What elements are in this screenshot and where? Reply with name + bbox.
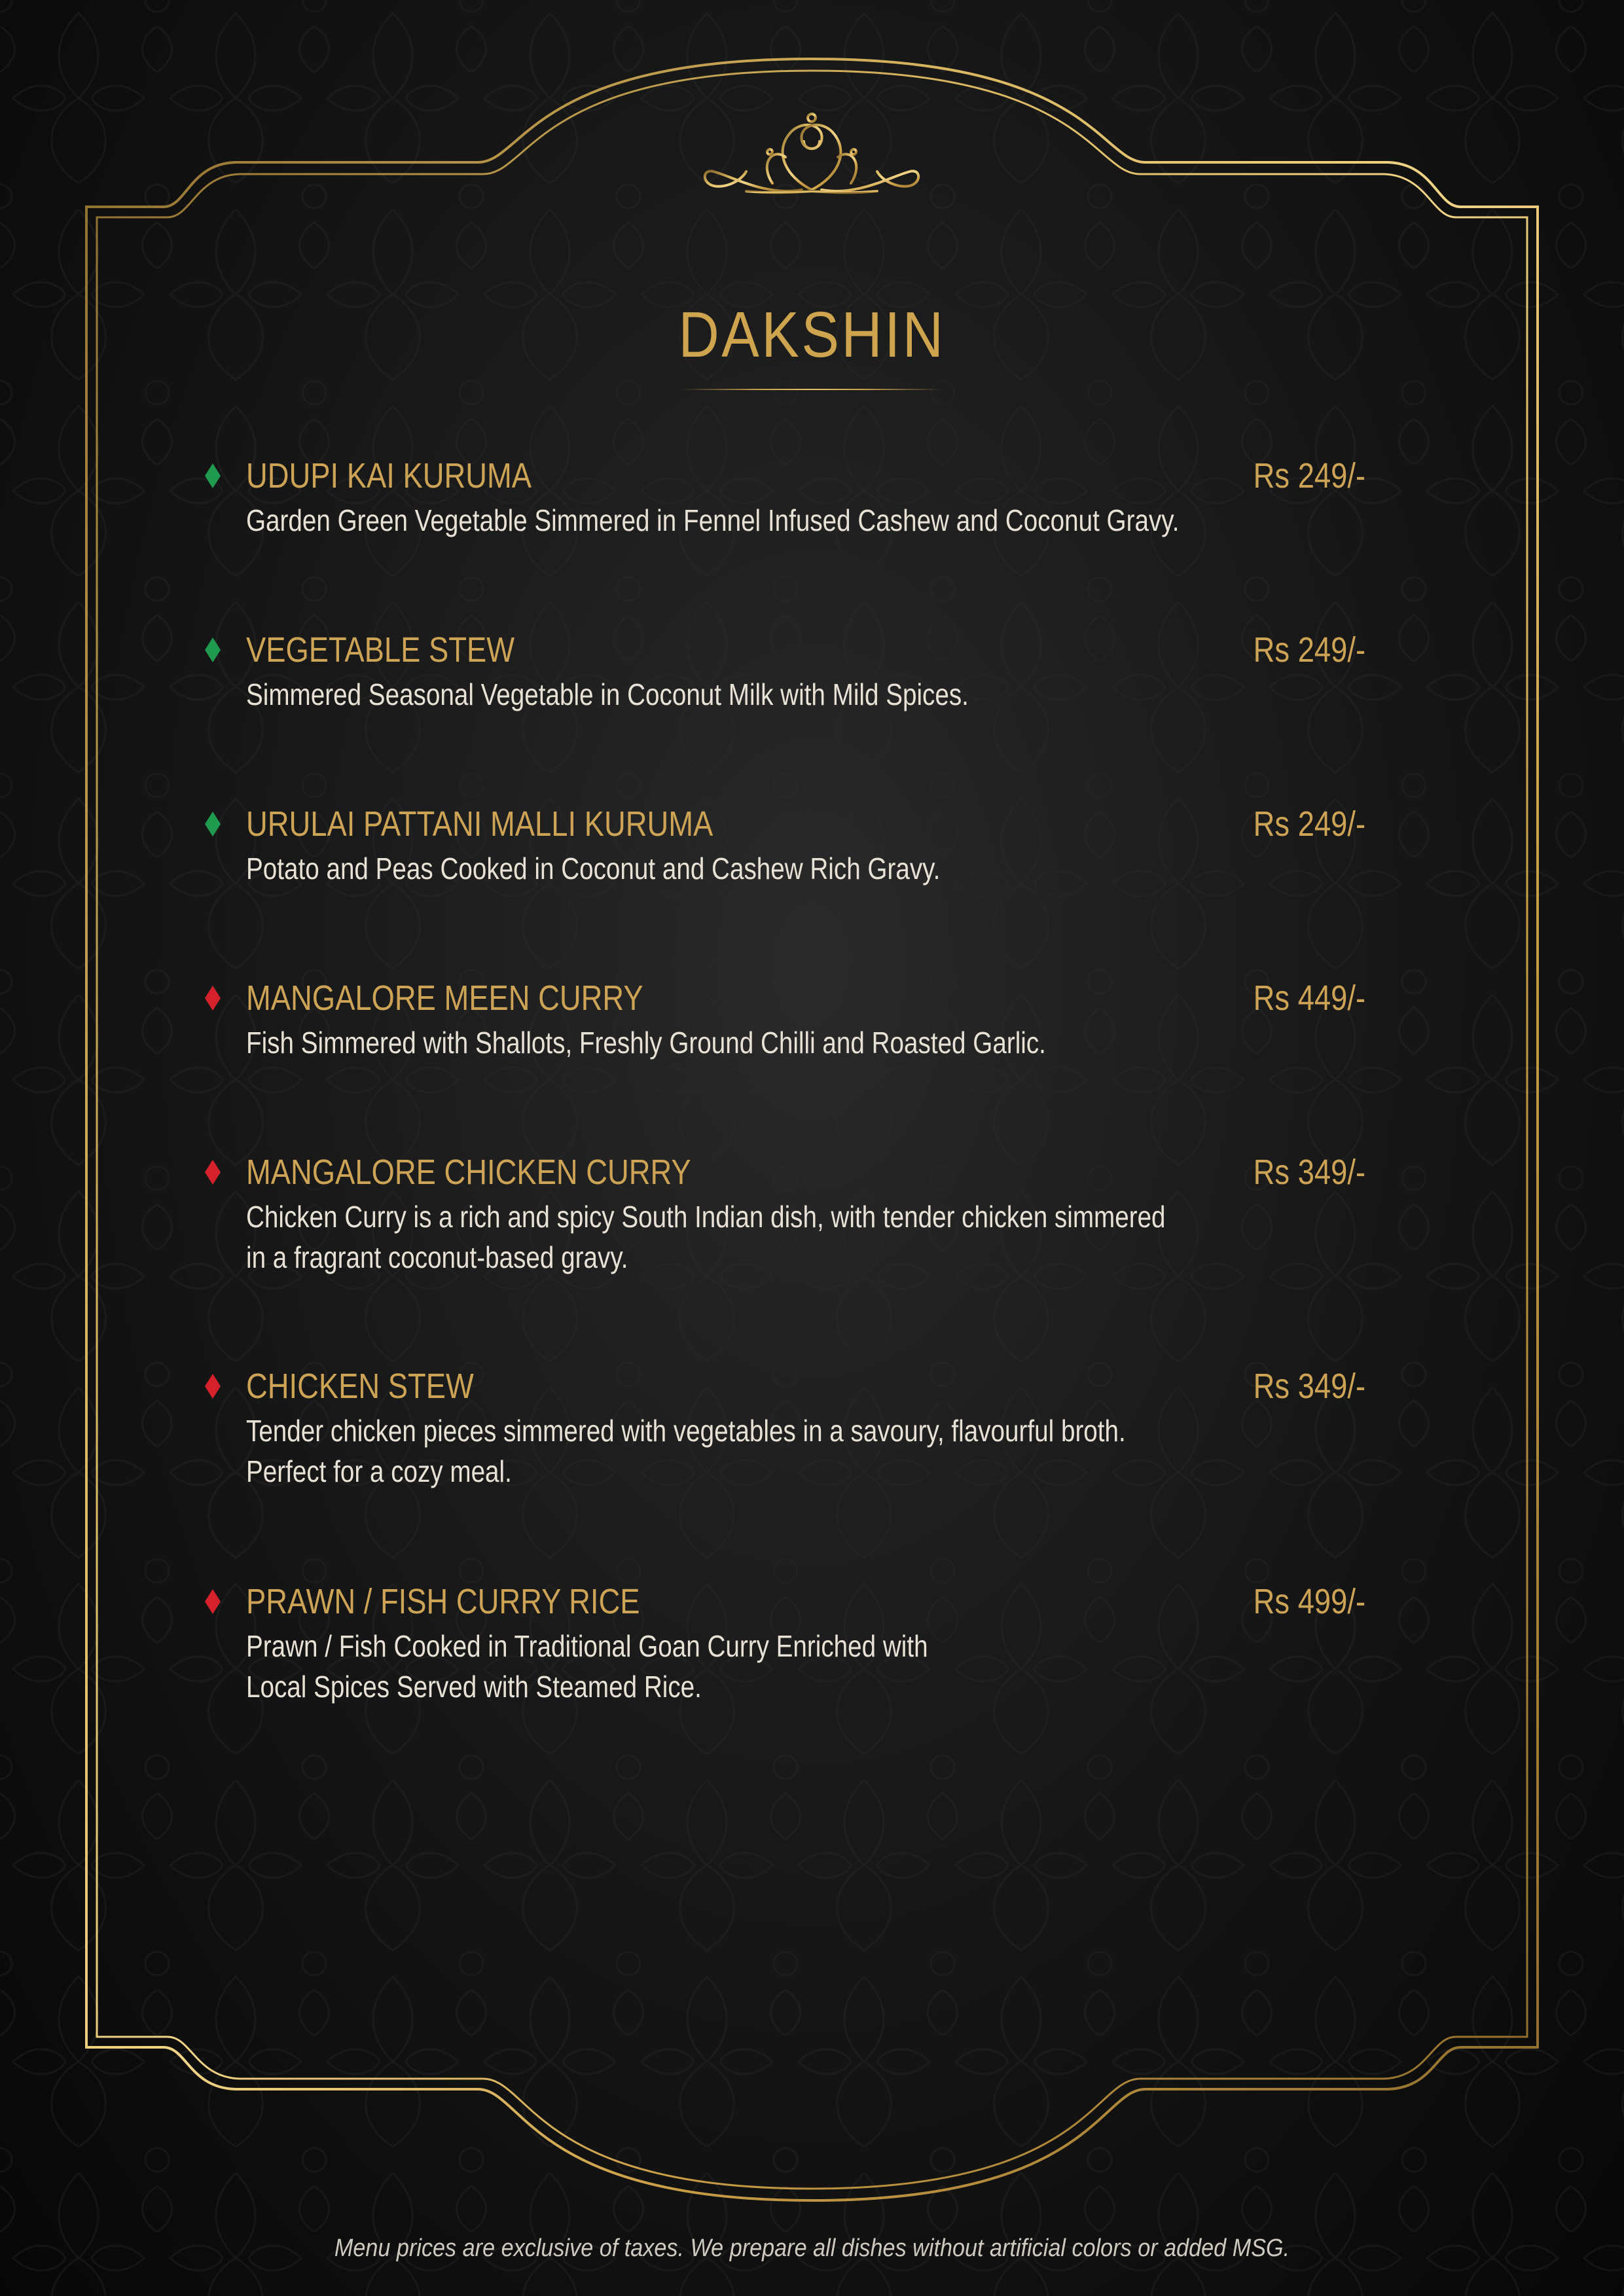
description-line: Potato and Peas Cooked in Coconut and Cashew Rich Gravy.: [246, 852, 941, 886]
menu-item-name: CHICKEN STEW: [246, 1367, 474, 1406]
menu-item-price: Rs 499/-: [1253, 1582, 1365, 1621]
menu-item-description: [246, 848, 940, 889]
menu-item-description: [246, 674, 969, 715]
menu-item-price: Rs 449/-: [1253, 978, 1365, 1018]
menu-item-price: Rs 249/-: [1253, 456, 1365, 495]
menu-item-price: Rs 349/-: [1253, 1153, 1365, 1192]
menu-item-name: PRAWN / FISH CURRY RICE: [246, 1582, 640, 1621]
menu-item-description: [246, 500, 1179, 541]
menu-item-name: VEGETABLE STEW: [246, 630, 515, 670]
description-line: Prawn / Fish Cooked in Traditional Goan Curry Enriched with: [246, 1629, 928, 1663]
menu-item-description: [246, 1022, 1046, 1063]
nonveg-diamond-icon: [205, 1160, 221, 1185]
menu-item-description: [246, 1410, 1126, 1492]
menu-item-price: Rs 249/-: [1253, 630, 1365, 670]
menu-item-name: UDUPI KAI KURUMA: [246, 456, 532, 495]
description-line: Tender chicken pieces simmered with vegetables in a savoury, flavourful broth.: [246, 1414, 1126, 1448]
flourish-ornament-icon: [705, 114, 918, 192]
menu-section-title: DAKSHIN: [678, 298, 946, 370]
menu-item-price: Rs 249/-: [1253, 804, 1365, 844]
description-line: Chicken Curry is a rich and spicy South Indian dish, with tender chicken simmered: [246, 1200, 1166, 1234]
footer-note: Menu prices are exclusive of taxes. We prepare all dishes without artificial colors or added MSG.: [334, 2234, 1290, 2262]
description-line: Simmered Seasonal Vegetable in Coconut Milk with Mild Spices.: [246, 677, 969, 711]
description-line: Local Spices Served with Steamed Rice.: [246, 1670, 702, 1704]
title-underline: [681, 389, 943, 390]
menu-item-name: URULAI PATTANI MALLI KURUMA: [246, 804, 713, 844]
nonveg-diamond-icon: [205, 1589, 221, 1614]
description-line: in a fragrant coconut-based gravy.: [246, 1240, 628, 1274]
veg-diamond-icon: [205, 812, 221, 836]
description-line: Fish Simmered with Shallots, Freshly Ground Chilli and Roasted Garlic.: [246, 1026, 1046, 1060]
description-line: Garden Green Vegetable Simmered in Fennel Infused Cashew and Coconut Gravy.: [246, 503, 1180, 537]
description-line: Perfect for a cozy meal.: [246, 1454, 512, 1488]
nonveg-diamond-icon: [205, 986, 221, 1011]
veg-diamond-icon: [205, 463, 221, 488]
menu-item-name: MANGALORE MEEN CURRY: [246, 978, 643, 1018]
menu-item-name: MANGALORE CHICKEN CURRY: [246, 1153, 691, 1192]
menu-item-price: Rs 349/-: [1253, 1367, 1365, 1406]
veg-diamond-icon: [205, 637, 221, 662]
nonveg-diamond-icon: [205, 1374, 221, 1399]
menu-item-description: [246, 1196, 1166, 1278]
frame-outer-line: [86, 59, 1538, 2200]
menu-item-description: [246, 1626, 928, 1707]
